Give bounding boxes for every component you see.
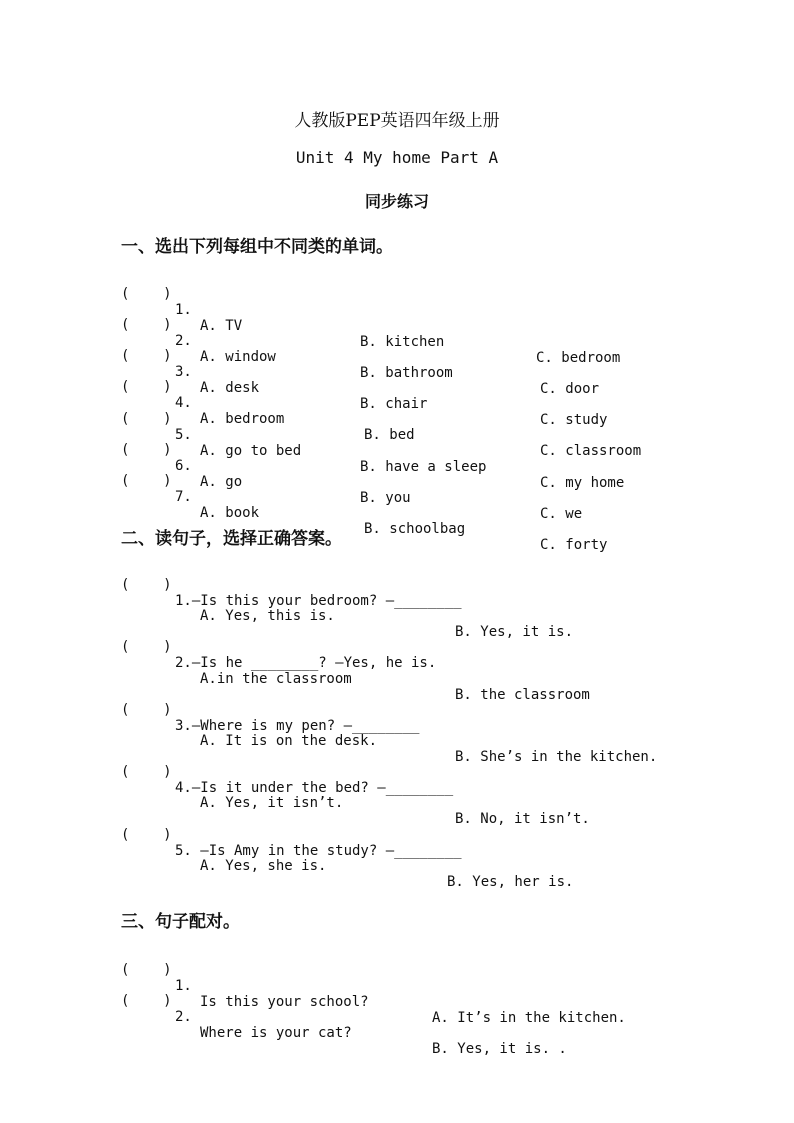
item-number: 7. <box>175 489 192 505</box>
option-b: B. kitchen <box>360 334 445 350</box>
option-c: C. we <box>540 506 583 522</box>
option-b: B. She’s in the kitchen. <box>455 749 658 765</box>
option-a: A. desk <box>200 380 260 396</box>
answer-blank[interactable]: ( ) <box>121 827 172 843</box>
answer-blank[interactable]: ( ) <box>121 348 172 364</box>
option-c: C. my home <box>540 475 625 491</box>
sentence-left: Is this your school? <box>200 994 369 1010</box>
option-a: A. book <box>200 505 260 521</box>
item-number: 6. <box>175 458 192 474</box>
option-b: B. chair <box>360 396 428 412</box>
option-b: B. bed <box>364 427 415 443</box>
option-b: B. Yes, it is. <box>455 624 574 640</box>
item-number: 4. <box>175 395 192 411</box>
item-number: 1. <box>175 978 192 994</box>
option-b: B. the classroom <box>455 687 590 703</box>
option-b: B. schoolbag <box>364 521 466 537</box>
answer-blank[interactable]: ( ) <box>121 379 172 395</box>
question-text: 2.—Is he ________? —Yes, he is. <box>175 655 437 671</box>
option-b: B. you <box>360 490 411 506</box>
option-a: A. It is on the desk. <box>200 733 378 749</box>
option-a: A. bedroom <box>200 411 285 427</box>
answer-blank[interactable]: ( ) <box>121 764 172 780</box>
question-text: 4.—Is it under the bed? —________ <box>175 780 454 796</box>
option-c: C. classroom <box>540 443 642 459</box>
option-c: C. study <box>540 412 608 428</box>
answer-blank[interactable]: ( ) <box>121 442 172 458</box>
option-a: A.in the classroom <box>200 671 352 687</box>
answer-blank[interactable]: ( ) <box>121 286 172 302</box>
answer-blank[interactable]: ( ) <box>121 411 172 427</box>
option-a: A. go <box>200 474 243 490</box>
option-c: C. forty <box>540 537 608 553</box>
option-a: A. TV <box>200 318 243 334</box>
item-number: 5. <box>175 427 192 443</box>
question-text: 5. —Is Amy in the study? —________ <box>175 843 462 859</box>
page-title: 人教版PEP英语四年级上册 <box>294 111 500 131</box>
option-b: B. Yes, her is. <box>447 874 574 890</box>
answer-blank[interactable]: ( ) <box>121 993 172 1009</box>
option-a: A. window <box>200 349 276 365</box>
item-number: 2. <box>175 1009 192 1025</box>
option-b: B. bathroom <box>360 365 453 381</box>
option-a: A. go to bed <box>200 443 302 459</box>
question-text: 1.—Is this your bedroom? —________ <box>175 593 462 609</box>
option-c: C. door <box>540 381 600 397</box>
item-number: 1. <box>175 302 192 318</box>
sentence-right: B. Yes, it is. . <box>432 1041 567 1057</box>
section-3-heading: 三、句子配对。 <box>121 912 240 932</box>
option-b: B. have a sleep <box>360 459 487 475</box>
answer-blank[interactable]: ( ) <box>121 577 172 593</box>
option-b: B. No, it isn’t. <box>455 811 590 827</box>
option-c: C. bedroom <box>536 350 621 366</box>
sentence-left: Where is your cat? <box>200 1025 352 1041</box>
option-a: A. Yes, she is. <box>200 858 327 874</box>
answer-blank[interactable]: ( ) <box>121 702 172 718</box>
answer-blank[interactable]: ( ) <box>121 317 172 333</box>
page-subtitle: 同步练习 <box>364 192 429 211</box>
answer-blank[interactable]: ( ) <box>121 639 172 655</box>
item-number: 3. <box>175 364 192 380</box>
option-a: A. Yes, this is. <box>200 608 335 624</box>
item-number: 2. <box>175 333 192 349</box>
section-2-heading: 二、读句子，选择正确答案。 <box>121 529 342 549</box>
unit-title: Unit 4 My home Part A <box>295 148 499 167</box>
answer-blank[interactable]: ( ) <box>121 962 172 978</box>
sentence-right: A. It’s in the kitchen. <box>432 1010 626 1026</box>
question-text: 3.—Where is my pen? —________ <box>175 718 420 734</box>
option-a: A. Yes, it isn’t. <box>200 795 344 811</box>
section-1-heading: 一、选出下列每组中不同类的单词。 <box>121 237 393 257</box>
answer-blank[interactable]: ( ) <box>121 473 172 489</box>
